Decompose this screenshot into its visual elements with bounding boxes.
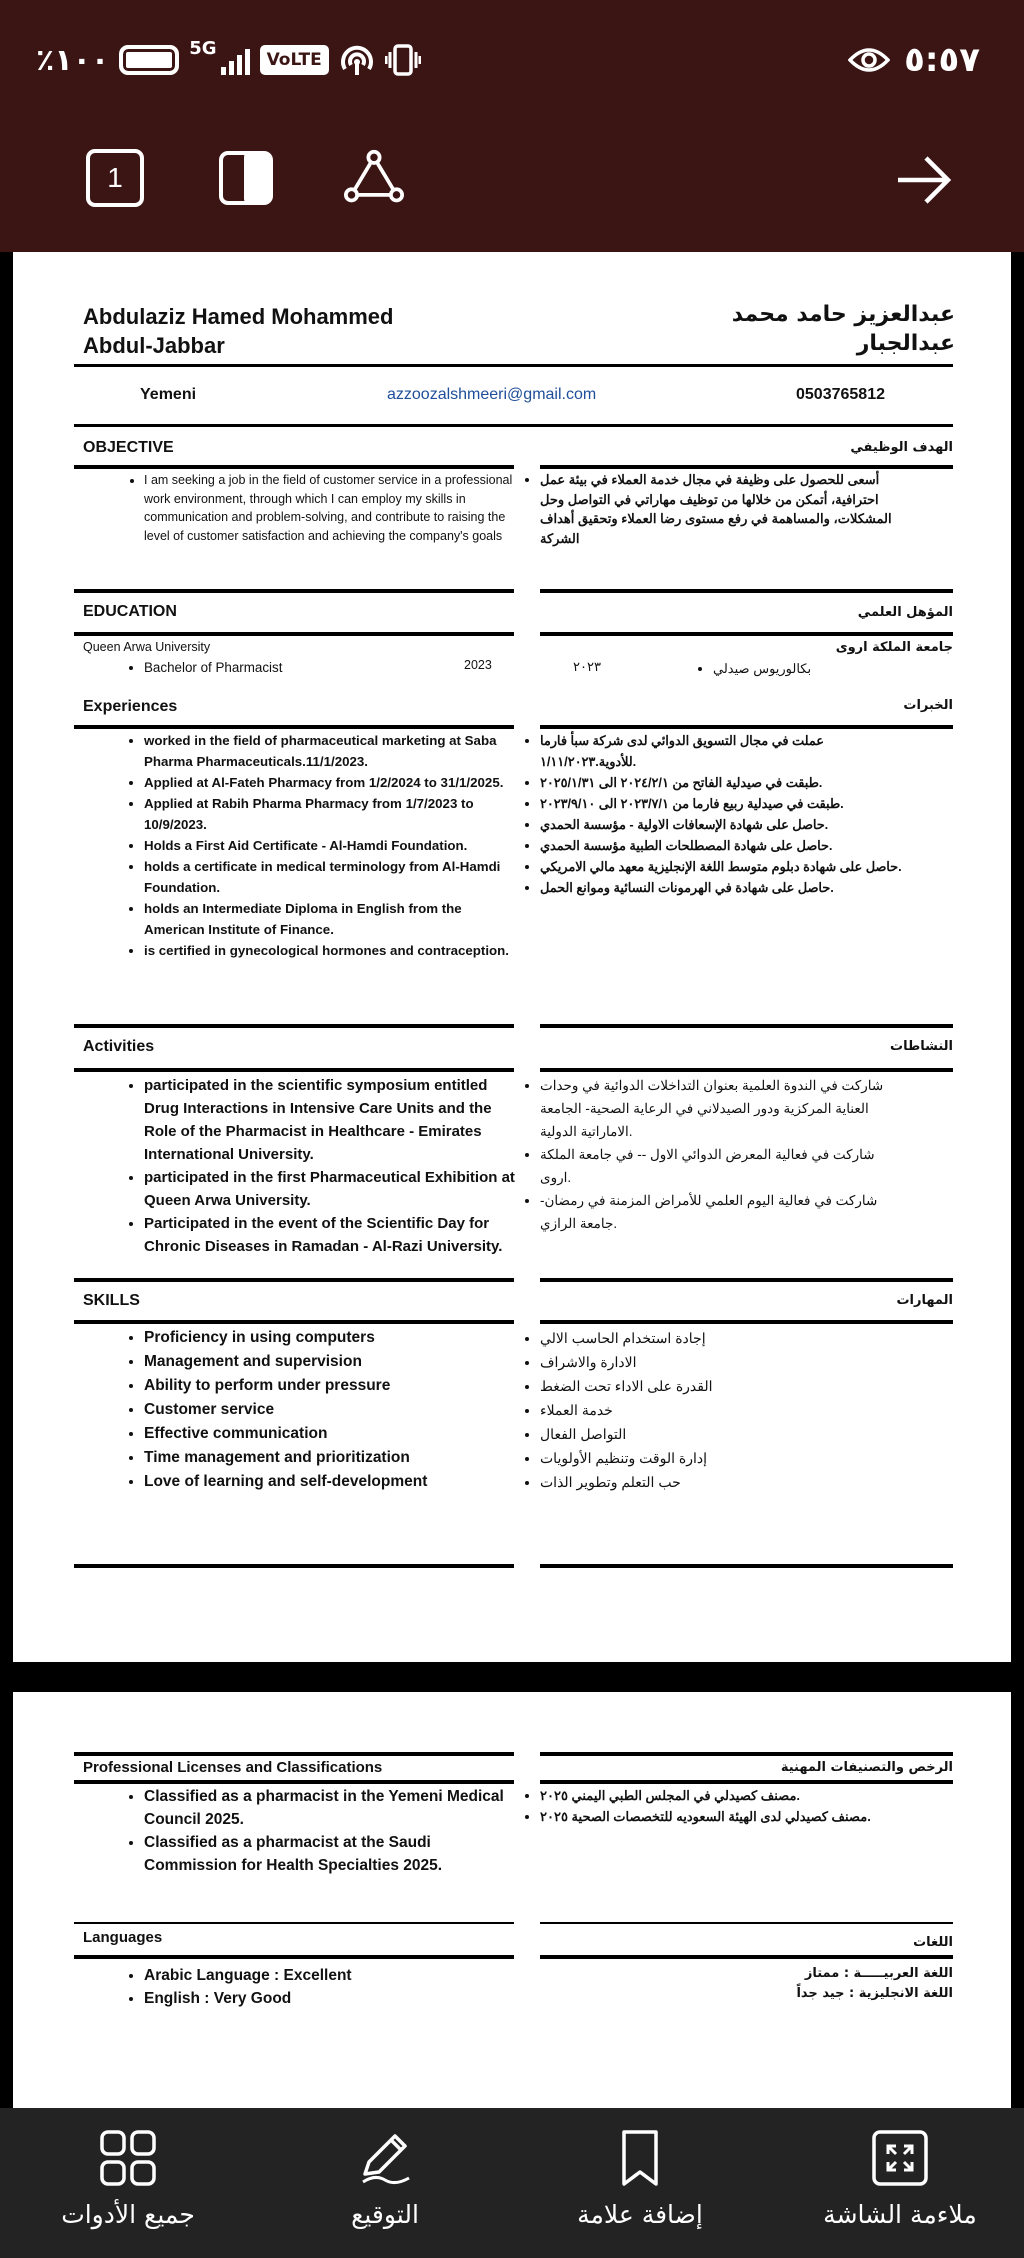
status-bar-left — [36, 38, 421, 82]
volte-badge: VoLTE — [260, 45, 329, 75]
all-tools-label: جميع الأدوات — [61, 2200, 195, 2229]
fit-screen-label: ملاءمة الشاشة — [823, 2200, 977, 2229]
list-item: • Holds a First Aid Certificate - Al-Hamdi Foundation. — [144, 835, 523, 856]
list-item: • Arabic Language : Excellent — [144, 1964, 523, 1987]
objective-list-ar — [540, 470, 953, 548]
skills-title-en: SKILLS — [83, 1292, 140, 1309]
email-link[interactable]: azzoozalshmeeri@gmail.com — [387, 386, 597, 403]
list-item: • أسعى للحصول على وظيفة في مجال خدمة العملاء في بيئة عمل احترافية، أتمكن من خلالها من توظيف مهاراتي في التواصل وحل المشكلات، والمساهمة في رفع مستوى رضا العملاء وتحقيق أهداف الشركة — [540, 470, 907, 548]
list-item: • English : Very Good — [144, 1987, 523, 2010]
section-divider — [540, 725, 953, 729]
list-item: • خدمة العملاء — [540, 1398, 907, 1422]
page-indicator-button[interactable] — [85, 148, 145, 208]
list-item: • holds a certificate in medical terminology from Al-Hamdi Foundation. — [144, 856, 523, 898]
section-divider — [74, 1068, 514, 1072]
list-item: • Management and supervision — [144, 1350, 523, 1374]
network-type: 5G — [189, 38, 217, 59]
list-item: • حاصل على شهادة الإسعافات الاولية - مؤسسة الحمدي. — [540, 814, 907, 835]
vibrate-icon — [385, 43, 421, 77]
contact-divider — [74, 424, 953, 427]
licenses-title-ar: الرخص والتصنيفات المهنية — [780, 1760, 953, 1775]
graduation-year-en: 2023 — [464, 658, 492, 672]
skills-list-en — [83, 1326, 523, 1494]
hotspot-icon — [339, 43, 375, 77]
share-icon[interactable] — [344, 148, 404, 208]
section-divider — [540, 1320, 953, 1324]
activities-list-ar — [540, 1074, 953, 1235]
name-arabic — [573, 300, 955, 358]
list-item: • شاركت في الندوة العلمية بعنوان التداخلات الدوائية في وحدات العناية المركزية ودور الصيدلاني في الرعاية الصحية- الجامعة الاماراتية الدولية. — [540, 1074, 907, 1143]
list-item: • القدرة على الاداء تحت الضغط — [540, 1374, 907, 1398]
list-item: • شاركت في فعالية اليوم العلمي للأمراض المزمنة في رمضان- جامعة الرازي. — [540, 1189, 907, 1235]
section-divider — [74, 725, 514, 729]
battery-icon — [119, 45, 179, 75]
signature-label: التوقيع — [351, 2200, 419, 2229]
list-item: • Ability to perform under pressure — [144, 1374, 523, 1398]
university-ar: جامعة الملكة اروى — [835, 640, 953, 655]
list-item: • Applied at Rabih Pharma Pharmacy from 1/7/2023 to 10/9/2023. — [144, 793, 523, 835]
university-en: Queen Arwa University — [83, 640, 211, 654]
name-arabic-line1: عبدالعزيز حامد محمد — [731, 302, 955, 327]
header-divider — [74, 364, 953, 367]
grid-icon — [98, 2128, 158, 2188]
degree-list-ar — [713, 659, 953, 679]
list-item: اللغة العربيـــــة : ممتاز — [804, 1966, 953, 1981]
clock: ٥:٥٧ — [904, 40, 980, 80]
degree-list-en — [83, 658, 383, 677]
section-divider — [540, 1278, 953, 1282]
section-divider — [74, 589, 514, 593]
list-item: • حاصل على شهادة في الهرمونات النسائية وموانع الحمل. — [540, 877, 907, 898]
list-item: • إجادة استخدام الحاسب الالي — [540, 1326, 907, 1350]
objective-title-en: OBJECTIVE — [83, 439, 174, 456]
list-item: • Participated in the event of the Scientific Day for Chronic Diseases in Ramadan - Al-Razi University. — [144, 1212, 523, 1258]
education-title-en: EDUCATION — [83, 603, 177, 620]
bottom-navigation — [0, 2108, 1024, 2258]
list-item: • شاركت في فعالية المعرض الدوائي الاول -- في جامعة الملكة اروى. — [540, 1143, 907, 1189]
arrow-right-icon[interactable] — [894, 150, 954, 210]
list-item: • مصنف كصيدلي لدى الهيئة السعوديه للتخصصات الصحية ٢٠٢٥. — [540, 1806, 907, 1827]
languages-title-en: Languages — [83, 1929, 163, 1946]
section-divider — [540, 1922, 953, 1924]
list-item: • الادارة والاشراف — [540, 1350, 907, 1374]
list-item: • حاصل على شهادة دبلوم متوسط اللغة الإنجليزية معهد مالي الامريكي. — [540, 856, 907, 877]
section-divider — [74, 1955, 514, 1959]
list-item: • طبقت في صيدلية الفاتح من ٢٠٢٤/٢/١ الى ٢٠٢٥/١/٣١. — [540, 772, 907, 793]
view-mode-icon[interactable] — [216, 148, 276, 208]
section-divider — [74, 1780, 514, 1784]
phone-number: 0503765812 — [796, 386, 885, 403]
fit-screen-icon — [870, 2128, 930, 2188]
status-bar-right — [848, 38, 980, 82]
pen-icon — [355, 2128, 415, 2188]
list-item: • is certified in gynecological hormones and contraception. — [144, 940, 523, 961]
section-divider — [540, 1024, 953, 1028]
licenses-list-ar — [540, 1785, 953, 1827]
list-item: • participated in the scientific symposium entitled Drug Interactions in Intensive Care Units and the Role of the Pharmacist in Healthcare - Emirates International University. — [144, 1074, 523, 1166]
languages-list-ar — [540, 1964, 953, 2004]
name-english — [83, 302, 503, 360]
section-divider — [540, 1752, 953, 1756]
list-item: • طبقت في صيدلية ربيع فارما من ٢٠٢٣/٧/١ الى ٢٠٢٣/٩/١٠. — [540, 793, 907, 814]
languages-list-en — [83, 1964, 523, 2010]
graduation-year-ar: ٢٠٢٣ — [573, 660, 601, 675]
degree-en: • Bachelor of Pharmacist — [144, 658, 383, 677]
nationality: Yemeni — [140, 386, 197, 403]
experiences-list-en — [83, 730, 523, 961]
experiences-title-en: Experiences — [83, 698, 178, 715]
top-bar — [0, 0, 1024, 252]
document-page-1 — [13, 252, 1011, 1662]
name-english-line2: Abdul-Jabbar — [83, 333, 225, 358]
list-item: • حاصل على شهادة المصطلحات الطبية مؤسسة الحمدي. — [540, 835, 907, 856]
experiences-title-ar: الخبرات — [903, 698, 953, 713]
education-title-ar: المؤهل العلمي — [857, 605, 953, 620]
fit-screen-button[interactable] — [800, 2108, 1000, 2258]
list-item: اللغة الانجليزية : جيد جداً — [796, 1986, 953, 2001]
list-item: • Applied at Al-Fateh Pharmacy from 1/2/2024 to 31/1/2025. — [144, 772, 523, 793]
section-divider — [540, 465, 953, 469]
section-divider — [74, 1024, 514, 1028]
section-divider — [540, 1068, 953, 1072]
section-divider — [74, 632, 514, 636]
list-item: • حب التعلم وتطوير الذات — [540, 1470, 907, 1494]
section-divider — [74, 1564, 514, 1568]
list-item: • participated in the first Pharmaceutical Exhibition at Queen Arwa University. — [144, 1166, 523, 1212]
signature-button[interactable] — [285, 2108, 485, 2258]
list-item: • I am seeking a job in the field of customer service in a professional work environment, through which I can employ my skills in communication and problem-solving, and contribute to raising the level of customer satisfaction and achieving the company's goals — [144, 471, 523, 545]
battery-percent: ٪١٠٠ — [36, 42, 110, 78]
list-item: • Love of learning and self-development — [144, 1470, 523, 1494]
section-divider — [74, 1922, 514, 1924]
signal-icon — [221, 45, 250, 75]
section-divider — [74, 1320, 514, 1324]
languages-title-ar: اللغات — [913, 1935, 953, 1950]
skills-title-ar: المهارات — [896, 1293, 953, 1308]
document-page-2 — [13, 1692, 1011, 2108]
list-item: • Time management and prioritization — [144, 1446, 523, 1470]
list-item: • مصنف كصيدلي في المجلس الطبي اليمني ٢٠٢٥. — [540, 1785, 907, 1806]
objective-title-ar: الهدف الوظيفي — [850, 440, 953, 455]
section-divider — [74, 1752, 514, 1756]
bookmark-icon — [610, 2128, 670, 2188]
eye-icon — [848, 46, 890, 74]
skills-list-ar — [540, 1326, 953, 1494]
activities-list-en — [83, 1074, 523, 1258]
list-item: • التواصل الفعال — [540, 1422, 907, 1446]
name-english-line1: Abdulaziz Hamed Mohammed — [83, 304, 394, 329]
list-item: • Effective communication — [144, 1422, 523, 1446]
section-divider — [540, 1780, 953, 1784]
experiences-list-ar — [540, 730, 953, 898]
degree-ar: • بكالوريوس صيدلي — [713, 659, 907, 679]
add-bookmark-label: إضافة علامة — [577, 2200, 703, 2229]
list-item: • Customer service — [144, 1398, 523, 1422]
all-tools-button[interactable] — [28, 2108, 228, 2258]
name-arabic-line2: عبدالجبار — [856, 331, 955, 356]
section-divider — [74, 465, 514, 469]
section-divider — [540, 589, 953, 593]
activities-title-en: Activities — [83, 1038, 155, 1055]
list-item: • holds an Intermediate Diploma in English from the American Institute of Finance. — [144, 898, 523, 940]
list-item: • Classified as a pharmacist in the Yemeni Medical Council 2025. — [144, 1785, 523, 1831]
licenses-title-en: Professional Licenses and Classifications — [83, 1759, 383, 1776]
list-item: • عملت في مجال التسويق الدوائي لدى شركة سبأ فارما للأدوية.١/١١/٢٠٢٣. — [540, 730, 907, 772]
list-item: • worked in the field of pharmaceutical marketing at Saba Pharma Pharmaceuticals.11/1/2023. — [144, 730, 523, 772]
licenses-list-en — [83, 1785, 523, 1877]
objective-list-en — [83, 471, 523, 545]
section-divider — [74, 1278, 514, 1282]
activities-title-ar: النشاطات — [890, 1039, 953, 1054]
list-item: • إدارة الوقت وتنظيم الأولويات — [540, 1446, 907, 1470]
section-divider — [540, 632, 953, 636]
list-item: • Proficiency in using computers — [144, 1326, 523, 1350]
add-bookmark-button[interactable] — [540, 2108, 740, 2258]
section-divider — [540, 1955, 953, 1959]
page-number: 1 — [107, 162, 123, 193]
section-divider — [540, 1564, 953, 1568]
list-item: • Classified as a pharmacist at the Saudi Commission for Health Specialties 2025. — [144, 1831, 523, 1877]
